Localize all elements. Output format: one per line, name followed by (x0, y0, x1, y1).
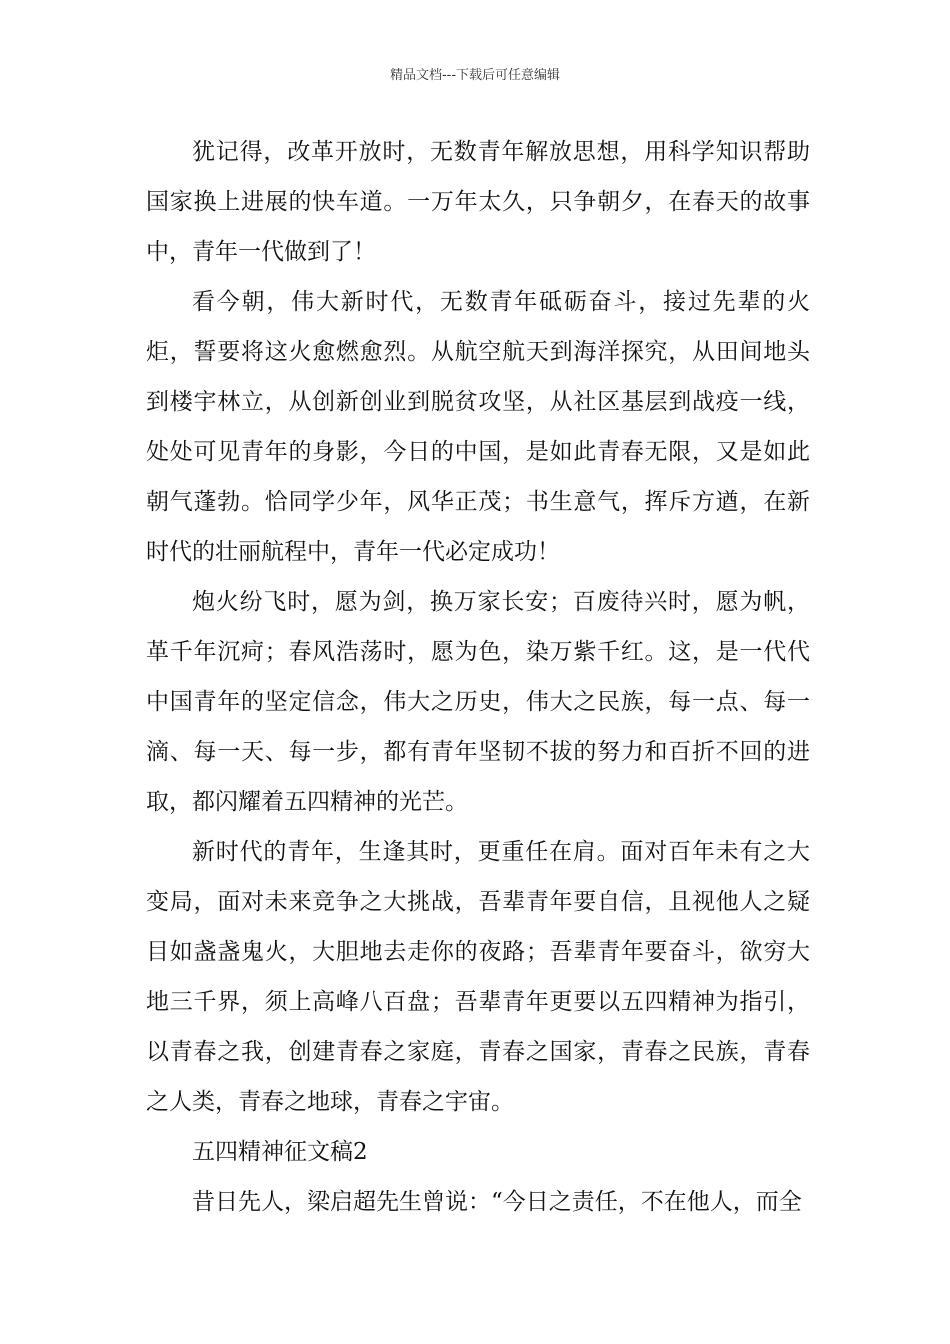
document-body (146, 127, 810, 1227)
paragraph-reform: 犹记得，改革开放时，无数青年解放思想，用科学知识帮助国家换上进展的快车道。一万年太久，只争朝夕，在春天的故事中，青年一代做到了！ (146, 139, 810, 265)
paragraph-youth-duty: 新时代的青年，生逢其时，更重任在肩。面对百年未有之大变局，面对未来竞争之大挑战，吾辈青年要自信，且视他人之疑目如盏盏鬼火，大胆地去走你的夜路；吾辈青年要奋斗，欲穷大地三千界，须上高峰八百盘；吾辈青年更要以五四精神为指引，以青春之我，创建青春之家庭，青春之国家，青春之民族，青春之人类，青春之地球，青春之宇宙。 (146, 839, 810, 1115)
paragraph-belief: 炮火纷飞时，愿为剑，换万家长安；百废待兴时，愿为帆，革千年沉疴；春风浩荡时，愿为色，染万紫千红。这，是一代代中国青年的坚定信念，伟大之历史，伟大之民族，每一点、每一滴、每一天、每一步，都有青年坚韧不拔的努力和百折不回的进取，都闪耀着五四精神的光芒。 (146, 589, 810, 815)
paragraph-liang-qichao: 昔日先人，梁启超先生曾说：“今日之责任，不在他人，而全 (192, 1189, 802, 1215)
paragraph-new-era: 看今朝，伟大新时代，无数青年砥砺奋斗，接过先辈的火炬，誓要将这火愈燃愈烈。从航空航天到海洋探究，从田间地头到楼宇林立，从创新创业到脱贫攻坚，从社区基层到战疫一线，处处可见青年的身影，今日的中国，是如此青春无限，又是如此朝气蓬勃。恰同学少年，风华正茂；书生意气，挥斥方遒，在新时代的壮丽航程中，青年一代必定成功！ (146, 289, 810, 565)
section-title: 五四精神征文稿2 (192, 1139, 368, 1165)
page-header: 精品文档---下载后可任意编辑 (389, 68, 561, 83)
